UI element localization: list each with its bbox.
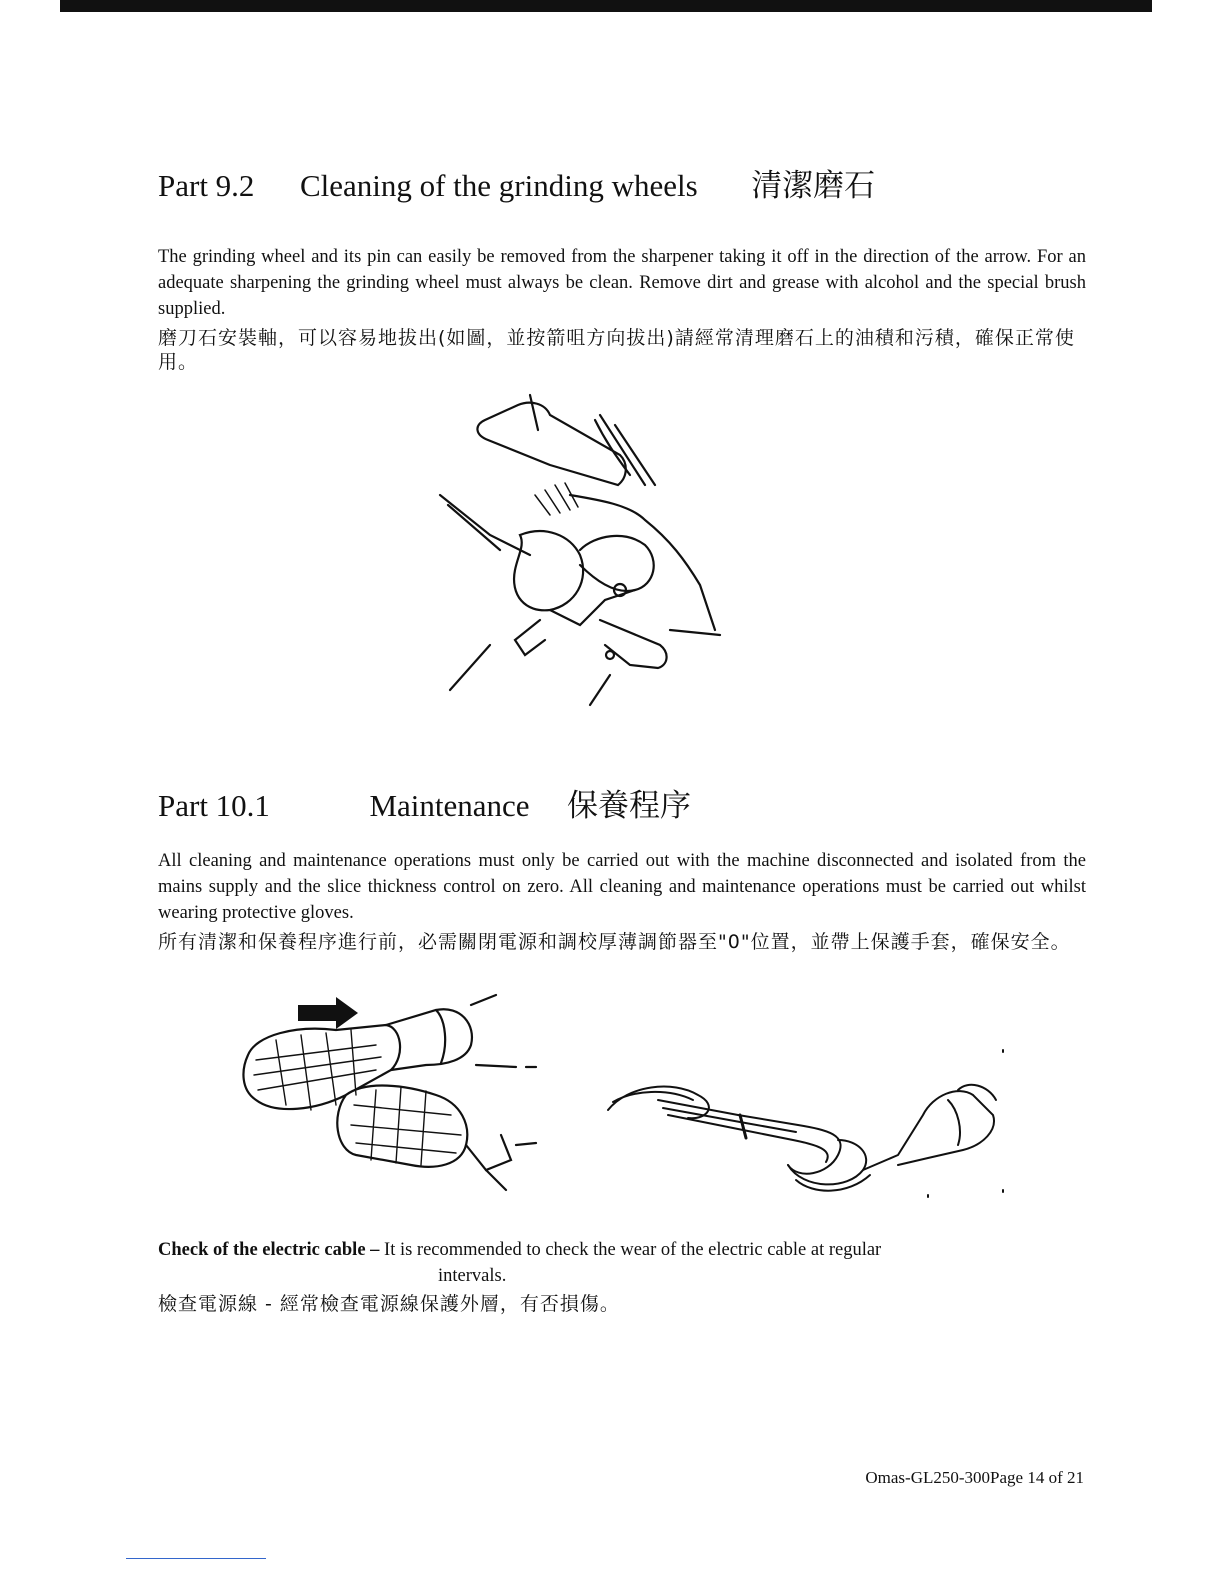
- maintenance-instructions-chinese: 所有清潔和保養程序進行前，必需關閉電源和調校厚薄調節器至"0"位置，並帶上保護手套，確保安全。: [158, 931, 1071, 953]
- cleaning-instructions-english: The grinding wheel and its pin can easily be removed from the sharpener taking it off in the direction of the arrow. For an adequate sharpening the grinding wheel must always be clean. Remove dirt and grease with alcohol and the special brush supplied.: [158, 247, 1086, 319]
- section-title-chinese: 清潔磨石: [751, 168, 876, 204]
- section-number: Part 10.1: [158, 788, 270, 823]
- section-title: Cleaning of the grinding wheels: [299, 168, 698, 203]
- cable-check-text: It is recommended to check the wear of the electric cable at regular: [379, 1240, 882, 1260]
- cable-check-chinese: 檢查電源線 - 經常檢查電源線保護外層，有否損傷。: [158, 1293, 620, 1315]
- section-title-chinese: 保養程序: [567, 788, 692, 824]
- protective-gloves-illustration: [236, 985, 566, 1205]
- section-number: Part 9.2: [158, 168, 255, 203]
- cable-check-english: [158, 1237, 1058, 1263]
- cable-check-text-continued: intervals.: [438, 1266, 507, 1286]
- bottom-rule: [126, 1558, 266, 1559]
- cleaning-instructions-chinese: 磨刀石安裝軸，可以容易地拔出(如圖，並按箭咀方向拔出)請經常清理磨石上的油積和污積，確保正常使用。: [158, 327, 1075, 373]
- electric-cable-illustration: [598, 1040, 1018, 1210]
- cable-check-label: Check of the electric cable –: [158, 1240, 380, 1260]
- top-border-rule: [60, 0, 1152, 12]
- grinding-wheel-removal-illustration: [430, 385, 740, 715]
- section-heading-9-2: [158, 170, 875, 202]
- section-title: Maintenance: [369, 788, 530, 823]
- section-heading-10-1: [158, 790, 691, 822]
- page-footer: Omas-GL250-300Page 14 of 21: [865, 1468, 1084, 1487]
- maintenance-instructions-english: All cleaning and maintenance operations must only be carried out with the machine disconnected and isolated from the mains supply and the slice thickness control on zero. All cleaning and maintenance operations must be carried out whilst wearing protective gloves.: [158, 851, 1086, 923]
